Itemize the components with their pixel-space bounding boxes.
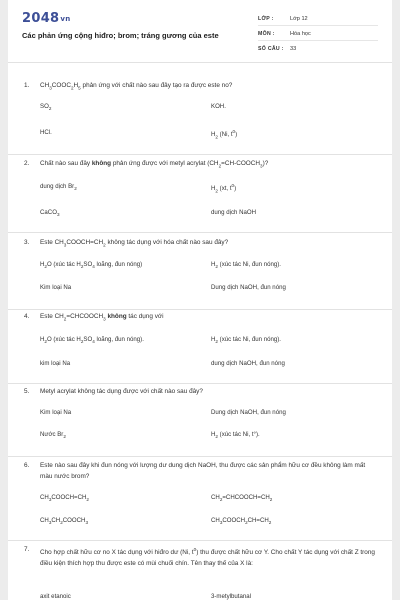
option-b[interactable]: $H_2$ (xúc tác Ni, đun nóng). xyxy=(211,261,281,270)
question-number: 2. xyxy=(24,160,30,167)
option-c[interactable]: CaCO$_3$ xyxy=(40,209,60,218)
question-6 xyxy=(8,456,392,541)
question-stem xyxy=(24,460,378,482)
question-number: 1. xyxy=(24,82,30,89)
page-title: Các phản ứng cộng hiđro; brom; tráng gương của este xyxy=(22,31,219,40)
question-number: 4. xyxy=(24,313,30,320)
question-number: 5. xyxy=(24,388,30,395)
option-c[interactable]: Nước $Br_2$ xyxy=(40,431,66,440)
question-stem xyxy=(24,237,378,250)
option-b[interactable]: $H_2$ (xt, $t^0$) xyxy=(211,183,237,194)
option-a[interactable]: Kim loại Na xyxy=(40,409,72,416)
option-d[interactable]: $H_2$ (xúc tác Ni, t°). xyxy=(211,431,260,440)
subject-label: MÔN : xyxy=(258,31,275,37)
option-b[interactable]: Dung dịch NaOH, đun nóng xyxy=(211,409,286,416)
option-d[interactable]: dung dịch NaOH, đun nóng xyxy=(211,360,285,367)
question-number: 6. xyxy=(24,462,30,469)
question-4 xyxy=(8,309,392,384)
question-text: Este nào sau đây khi đun nóng với lượng dư dung dịch NaOH, thu được các sản phẩm hữu cơ đều không làm mất màu nước brom? xyxy=(40,462,366,480)
question-text: Cho hợp chất hữu cơ no X tác dụng với hiđro dư (Ni, $t^0$) thu được chất hữu cơ Y. Cho chất Y tác dụng với chất Z trong điều kiện thích hợp thu được este có mùi chuối chín. Tên thay thế của X là: xyxy=(40,547,375,568)
option-c[interactable]: kim loại Na xyxy=(40,360,71,367)
count-row xyxy=(258,46,296,52)
question-3 xyxy=(8,232,392,310)
page-header xyxy=(8,0,392,63)
question-text: Este $CH_3COOCH=CH_2$ không tác dụng với hóa chất nào sau đây? xyxy=(40,239,229,248)
class-value: Lớp 12 xyxy=(290,16,308,22)
option-a[interactable]: $SO_2$ xyxy=(40,103,52,112)
option-c[interactable]: Kim loại Na xyxy=(40,284,72,291)
option-d[interactable]: Dung dịch NaOH, đun nóng xyxy=(211,284,286,291)
meta-divider xyxy=(258,40,378,41)
option-b[interactable]: $CH_2=CHCOOCH=CH_2$ xyxy=(211,494,273,503)
question-text: Metyl acrylat không tác dụng được với chất nào sau đây? xyxy=(40,388,203,395)
option-d[interactable]: $H_2$ (Ni, $t^0$) xyxy=(211,129,238,140)
question-stem xyxy=(24,311,378,324)
question-text: Este $CH_2=CHCOOCH_3$ không tác dụng với xyxy=(40,313,164,322)
question-2 xyxy=(8,154,392,233)
count-label: SỐ CÂU : xyxy=(258,46,284,52)
option-a[interactable]: $H_2O$ (xúc tác $H_2SO_4$ loãng, đun nóng). xyxy=(40,336,144,345)
logo-suffix: vn xyxy=(60,15,71,23)
option-a[interactable]: $CH_3COOCH=CH_2$ xyxy=(40,494,89,503)
class-row xyxy=(258,16,308,22)
question-stem xyxy=(24,544,378,569)
site-logo[interactable]: 2048vn xyxy=(22,11,71,26)
option-c[interactable]: HCl. xyxy=(40,129,52,136)
question-stem xyxy=(24,158,378,171)
quiz-sheet xyxy=(8,0,392,600)
subject-value: Hóa học xyxy=(290,31,311,37)
question-number: 7. xyxy=(24,546,30,553)
subject-row xyxy=(258,31,311,37)
question-stem xyxy=(24,80,378,93)
option-d[interactable]: dung dịch NaOH xyxy=(211,209,257,216)
question-text: Chất nào sau đây không phản ứng được với metyl acrylat $(CH_2=CH-COOCH_3)$? xyxy=(40,160,269,169)
option-b[interactable]: 3-metylbutanal xyxy=(211,593,251,600)
option-a[interactable]: $H_2O$ (xúc tác $H_2SO_4$ loãng, đun nóng) xyxy=(40,261,143,270)
question-number: 3. xyxy=(24,239,30,246)
option-b[interactable]: KOH. xyxy=(211,103,226,110)
option-b[interactable]: $H_2$ (xúc tác Ni, đun nóng). xyxy=(211,336,281,345)
question-stem xyxy=(24,386,378,397)
option-d[interactable]: $CH_3COOCH_2CH=CH_2$ xyxy=(211,517,272,526)
question-1 xyxy=(8,62,392,155)
option-a[interactable]: axit etanoic xyxy=(40,593,71,600)
question-text: $CH_3COOC_2H_5$ phản ứng với chất nào sau đây tạo ra được este no? xyxy=(40,82,233,91)
option-c[interactable]: $CH_3CH_2COOCH_3$ xyxy=(40,517,88,526)
count-value: 33 xyxy=(290,46,297,52)
class-label: LỚP : xyxy=(258,16,274,22)
question-5 xyxy=(8,383,392,457)
meta-divider xyxy=(258,25,378,26)
option-a[interactable]: dung dịch $Br_2$ xyxy=(40,183,77,192)
question-7 xyxy=(8,540,392,600)
